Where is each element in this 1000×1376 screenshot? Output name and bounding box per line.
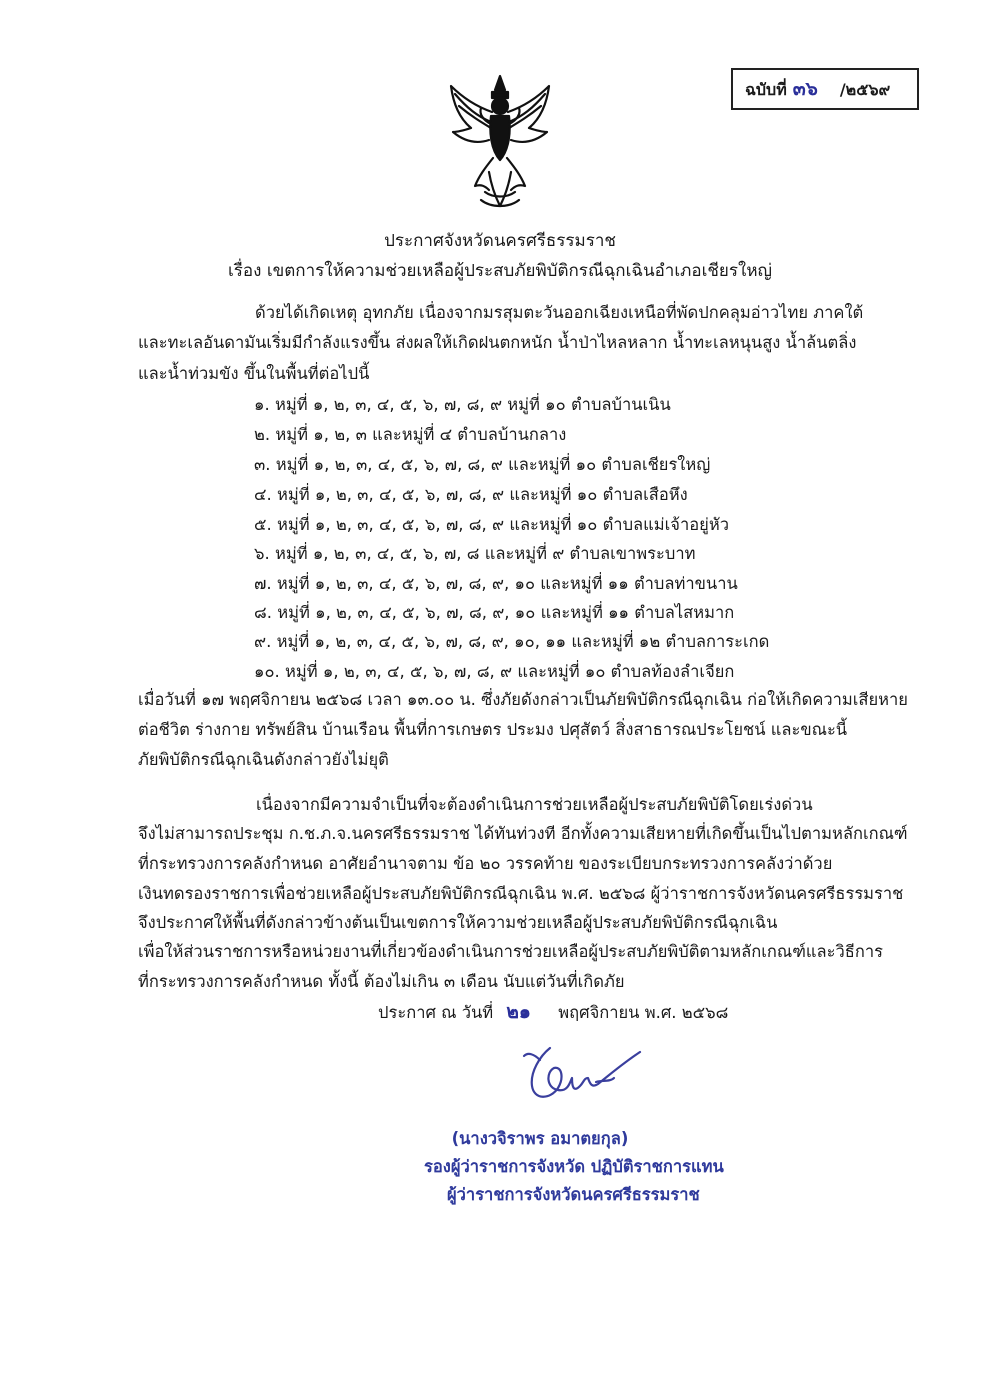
signatory-name: (นางวจิราพร อมาตยกุล): [451, 1129, 629, 1148]
area-item: ๒. หมู่ที่ ๑, ๒, ๓ และหมู่ที่ ๔ ตำบลบ้านกลาง: [254, 425, 567, 444]
issue-number-box: [731, 68, 919, 110]
body-line: ที่กระทรวงการคลังกำหนด อาศัยอำนาจตาม ข้อ ๒๐ วรรคท้าย ของระเบียบกระทรวงการคลังว่าด้วย: [138, 854, 833, 873]
body-line: จึงไม่สามารถประชุม ก.ช.ภ.จ.นครศรีธรรมราช ได้ทันท่วงที อีกทั้งความเสียหายที่เกิดขึ้นเป็นไปตามหลักเกณฑ์: [138, 824, 908, 843]
area-item: ๙. หมู่ที่ ๑, ๒, ๓, ๔, ๕, ๖, ๗, ๘, ๙, ๑๐, ๑๑ และหมู่ที่ ๑๒ ตำบลการะเกด: [254, 632, 770, 651]
body-line: จึงประกาศให้พื้นที่ดังกล่าวข้างต้นเป็นเขตการให้ความช่วยเหลือผู้ประสบภัยพิบัติกรณีฉุกเฉิน: [138, 913, 778, 932]
area-item: ๘. หมู่ที่ ๑, ๒, ๓, ๔, ๕, ๖, ๗, ๘, ๙, ๑๐ และหมู่ที่ ๑๑ ตำบลไสหมาก: [254, 603, 735, 622]
intro-line: ด้วยได้เกิดเหตุ อุทกภัย เนื่องจากมรสุมตะวันออกเฉียงเหนือที่พัดปกคลุมอ่าวไทย ภาคใต้: [255, 303, 864, 322]
garuda-emblem-icon: [445, 72, 555, 212]
area-item: ๖. หมู่ที่ ๑, ๒, ๓, ๔, ๕, ๖, ๗, ๘ และหมู่ที่ ๙ ตำบลเขาพระบาท: [254, 544, 696, 563]
announcement-date: [378, 1000, 728, 1025]
event-line: ต่อชีวิต ร่างกาย ทรัพย์สิน บ้านเรือน พื้นที่การเกษตร ประมง ปศุสัตว์ สิ่งสาธารณประโยชน์ และขณะนี้: [138, 720, 848, 739]
date-suffix: พฤศจิกายน พ.ศ. ๒๕๖๘: [558, 1003, 729, 1022]
event-line: ภัยพิบัติกรณีฉุกเฉินดังกล่าวยังไม่ยุติ: [138, 750, 389, 769]
area-item: ๓. หมู่ที่ ๑, ๒, ๓, ๔, ๕, ๖, ๗, ๘, ๙ และหมู่ที่ ๑๐ ตำบลเชียรใหญ่: [254, 455, 711, 474]
area-item: ๔. หมู่ที่ ๑, ๒, ๓, ๔, ๕, ๖, ๗, ๘, ๙ และหมู่ที่ ๑๐ ตำบลเสือหึง: [254, 485, 688, 504]
announcement-subject: เรื่อง เขตการให้ความช่วยเหลือผู้ประสบภัยพิบัติกรณีฉุกเฉินอำเภอเชียรใหญ่: [227, 261, 773, 281]
announcement-agency: ประกาศจังหวัดนครศรีธรรมราช: [384, 231, 616, 251]
signatory-position: รองผู้ว่าราชการจังหวัด ปฏิบัติราชการแทน: [424, 1157, 724, 1176]
issue-label: ฉบับที่: [745, 80, 787, 99]
body-line: เพื่อให้ส่วนราชการหรือหน่วยงานที่เกี่ยวข้องดำเนินการช่วยเหลือผู้ประสบภัยพิบัติตามหลักเกณฑ์และวิธีการ: [138, 942, 883, 961]
body-line: ที่กระทรวงการคลังกำหนด ทั้งนี้ ต้องไม่เกิน ๓ เดือน นับแต่วันที่เกิดภัย: [138, 972, 625, 991]
issue-number: ๓๖: [792, 78, 818, 100]
area-item: ๑. หมู่ที่ ๑, ๒, ๓, ๔, ๕, ๖, ๗, ๘, ๙ หมู่ที่ ๑๐ ตำบลบ้านเนิน: [254, 395, 671, 414]
area-item: ๑๐. หมู่ที่ ๑, ๒, ๓, ๔, ๕, ๖, ๗, ๘, ๙ และหมู่ที่ ๑๐ ตำบลท้องลำเจียก: [254, 662, 735, 681]
body-line: เนื่องจากมีความจำเป็นที่จะต้องดำเนินการช่วยเหลือผู้ประสบภัยพิบัติโดยเร่งด่วน: [256, 795, 813, 814]
body-line: เงินทดรองราชการเพื่อช่วยเหลือผู้ประสบภัยพิบัติกรณีฉุกเฉิน พ.ศ. ๒๕๖๘ ผู้ว่าราชการจังหวัดนครศรีธรรมราช: [138, 884, 904, 903]
handwritten-signature: [510, 1038, 660, 1118]
date-prefix: ประกาศ ณ วันที่: [378, 1003, 494, 1022]
intro-line: และน้ำท่วมขัง ขึ้นในพื้นที่ต่อไปนี้: [138, 364, 370, 383]
area-item: ๗. หมู่ที่ ๑, ๒, ๓, ๔, ๕, ๖, ๗, ๘, ๙, ๑๐ และหมู่ที่ ๑๑ ตำบลท่าขนาน: [254, 574, 738, 593]
date-day: ๒๑: [506, 1001, 531, 1023]
intro-line: และทะเลอันดามันเริ่มมีกำลังแรงขึ้น ส่งผลให้เกิดฝนตกหนัก น้ำป่าไหลหลาก น้ำทะเลหนุนสูง น้ำล้นตลิ่ง: [138, 333, 857, 352]
signatory-position: ผู้ว่าราชการจังหวัดนครศรีธรรมราช: [447, 1185, 700, 1204]
issue-year: /๒๕๖๙: [839, 80, 891, 99]
event-line: เมื่อวันที่ ๑๗ พฤศจิกายน ๒๕๖๘ เวลา ๑๓.๐๐ น. ซึ่งภัยดังกล่าวเป็นภัยพิบัติกรณีฉุกเฉิน ก่อให้เกิดความเสียหาย: [138, 690, 908, 709]
area-item: ๕. หมู่ที่ ๑, ๒, ๓, ๔, ๕, ๖, ๗, ๘, ๙ และหมู่ที่ ๑๐ ตำบลแม่เจ้าอยู่หัว: [254, 515, 729, 534]
